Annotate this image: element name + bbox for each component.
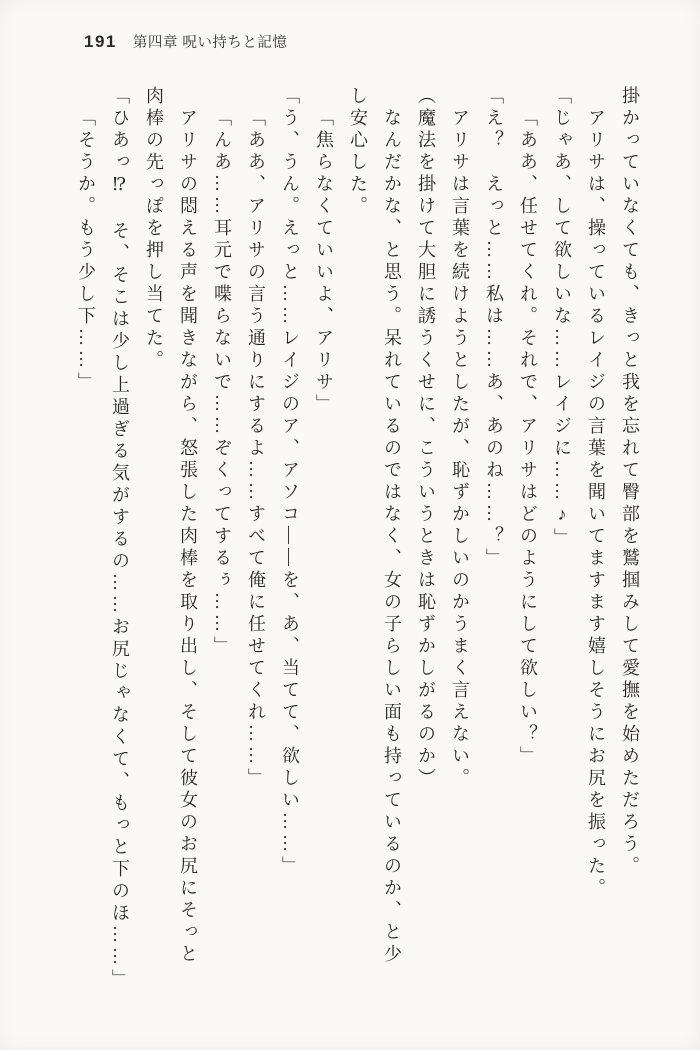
text-line: 掛かっていなくても、きっと我を忘れて臀部を鷲掴みして愛撫を始めただろう。: [620, 86, 640, 878]
text-line: 「焦らなくていいよ、アリサ」: [314, 108, 334, 416]
text-line: アリサの悶える声を聞きながら、怒張した肉棒を取り出し、そして彼女のお尻にそっと: [178, 108, 198, 966]
text-line: アリサは、操っているレイジの言葉を聞いてますます嬉しそうにお尻を振った。: [586, 108, 606, 900]
page-number: 191: [84, 32, 117, 51]
page-header: [84, 31, 287, 52]
text-line: 「んあ……耳元で喋らないで……ぞくってするぅ……」: [212, 108, 232, 658]
text-line: 「ああ、任せてくれ。それで、アリサはどのようにして欲しい？」: [518, 108, 538, 768]
text-line: 「う、うん。えっと……レイジのア、アソコ――を、あ、当てて、欲しい……」: [280, 86, 300, 878]
text-line: なんだかな、と思う。呆れているのではなく、女の子らしい面も持っているのか、と少: [382, 108, 402, 966]
text-line: し安心した。: [348, 86, 368, 218]
text-line: 「ひあっ⁉ そ、そこは少し上過ぎる気がするの……お尻じゃなくて、もっと下のほ……」: [110, 86, 130, 991]
chapter-title: 第四章 呪い持ちと記憶: [132, 35, 288, 51]
text-line: （魔法を掛けて大胆に誘うくせに、こういうときは恥ずかしがるのか）: [416, 86, 436, 790]
text-line: 肉棒の先っぽを押し当てた。: [144, 86, 164, 372]
text-line: 「え？ えっと……私は……あ、あのね……？」: [484, 86, 504, 570]
vertical-text-block: [69, 86, 647, 1024]
text-line: 「そうか。もう少し下……」: [76, 108, 96, 394]
text-line: 「ああ、アリサの言う通りにするよ……すべて俺に任せてくれ……」: [246, 108, 266, 790]
text-line: 「じゃあ、して欲しいな……レイジに……♪」: [552, 86, 572, 550]
text-line: アリサは言葉を続けようとしたが、恥ずかしいのかうまく言えない。: [450, 108, 470, 790]
